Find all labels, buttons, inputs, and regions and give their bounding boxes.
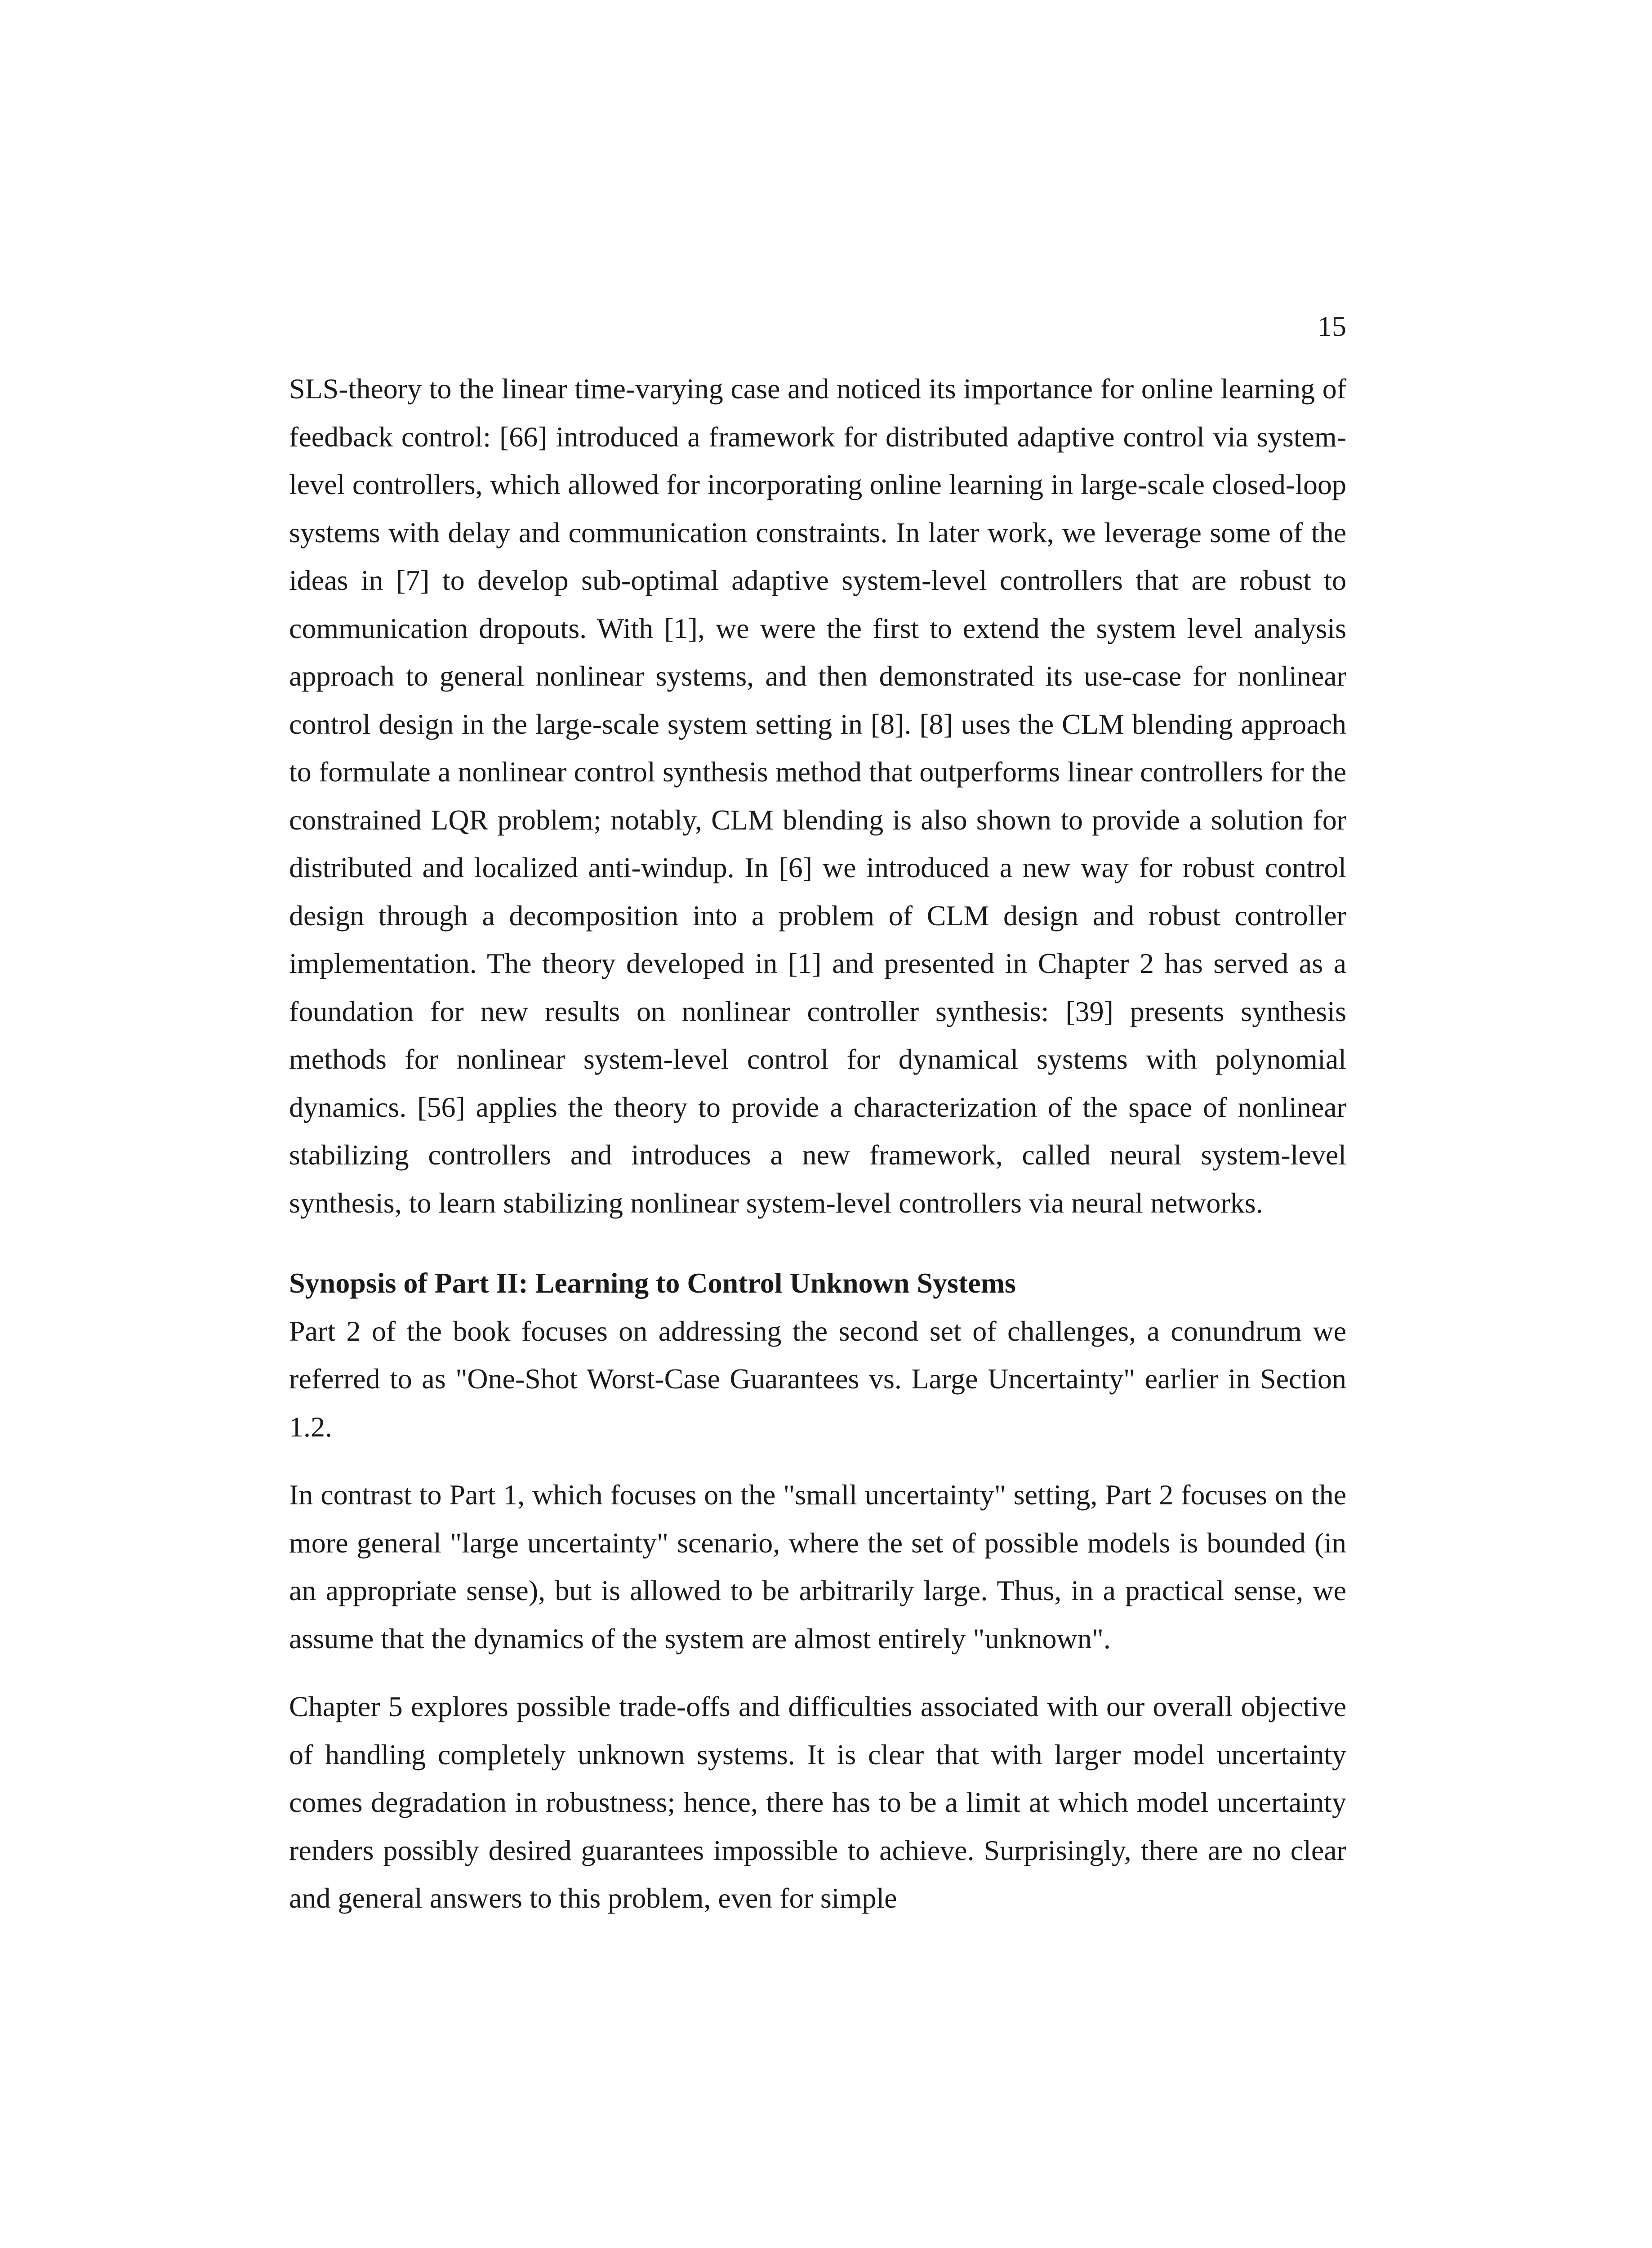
part2-intro-paragraph: Part 2 of the book focuses on addressing the second set of challenges, a conundrum we referred to as "One-Shot Worst-Case Guarantees vs. Large Uncertainty" earlier in Section 1.2. [289,1315,1346,1443]
page-body [289,365,1346,1922]
page-number: 15 [1318,310,1346,342]
chapter5-paragraph: Chapter 5 explores possible trade-offs and difficulties associated with our overall objective of handling completely unknown systems. It is clear that with larger model uncertainty comes degradation in robustness; hence, there has to be a limit at which model uncertainty renders possibly desired guarantees impossible to achieve. Surprisingly, there are no clear and general answers to this problem, even for simple [289,1690,1346,1914]
section-heading: Synopsis of Part II: Learning to Control Unknown Systems [289,1267,1016,1299]
intro-paragraph: SLS-theory to the linear time-varying case and noticed its importance for online learning of feedback control: [66] introduced a framework for distributed adaptive control via system-level controllers, which allowed for incorporating online learning in large-scale closed-loop systems with delay and communication constraints. In later work, we leverage some of the ideas in [7] to develop sub-optimal adaptive system-level controllers that are robust to communication dropouts. With [1], we were the first to extend the system level analysis approach to general nonlinear systems, and then demonstrated its use-case for nonlinear control design in the large-scale system setting in [8]. [8] uses the CLM blending approach to formulate a nonlinear control synthesis method that outperforms linear controllers for the constrained LQR problem; notably, CLM blending is also shown to provide a solution for distributed and localized anti-windup. In [6] we introduced a new way for robust control design through a decomposition into a problem of CLM design and robust controller implementation. The theory developed in [1] and presented in Chapter 2 has served as a foundation for new results on nonlinear controller synthesis: [39] presents synthesis methods for nonlinear system-level control for dynamical systems with polynomial dynamics. [56] applies the theory to provide a characterization of the space of nonlinear stabilizing controllers and introduces a new framework, called neural system-level synthesis, to learn stabilizing nonlinear system-level controllers via neural networks. [289,373,1346,1219]
part2-contrast-paragraph: In contrast to Part 1, which focuses on the "small uncertainty" setting, Part 2 focuses on the more general "large uncertainty" scenario, where the set of possible models is bounded (in an appropriate sense), but is allowed to be arbitrarily large. Thus, in a practical sense, we assume that the dynamics of the system are almost entirely "unknown". [289,1479,1346,1655]
